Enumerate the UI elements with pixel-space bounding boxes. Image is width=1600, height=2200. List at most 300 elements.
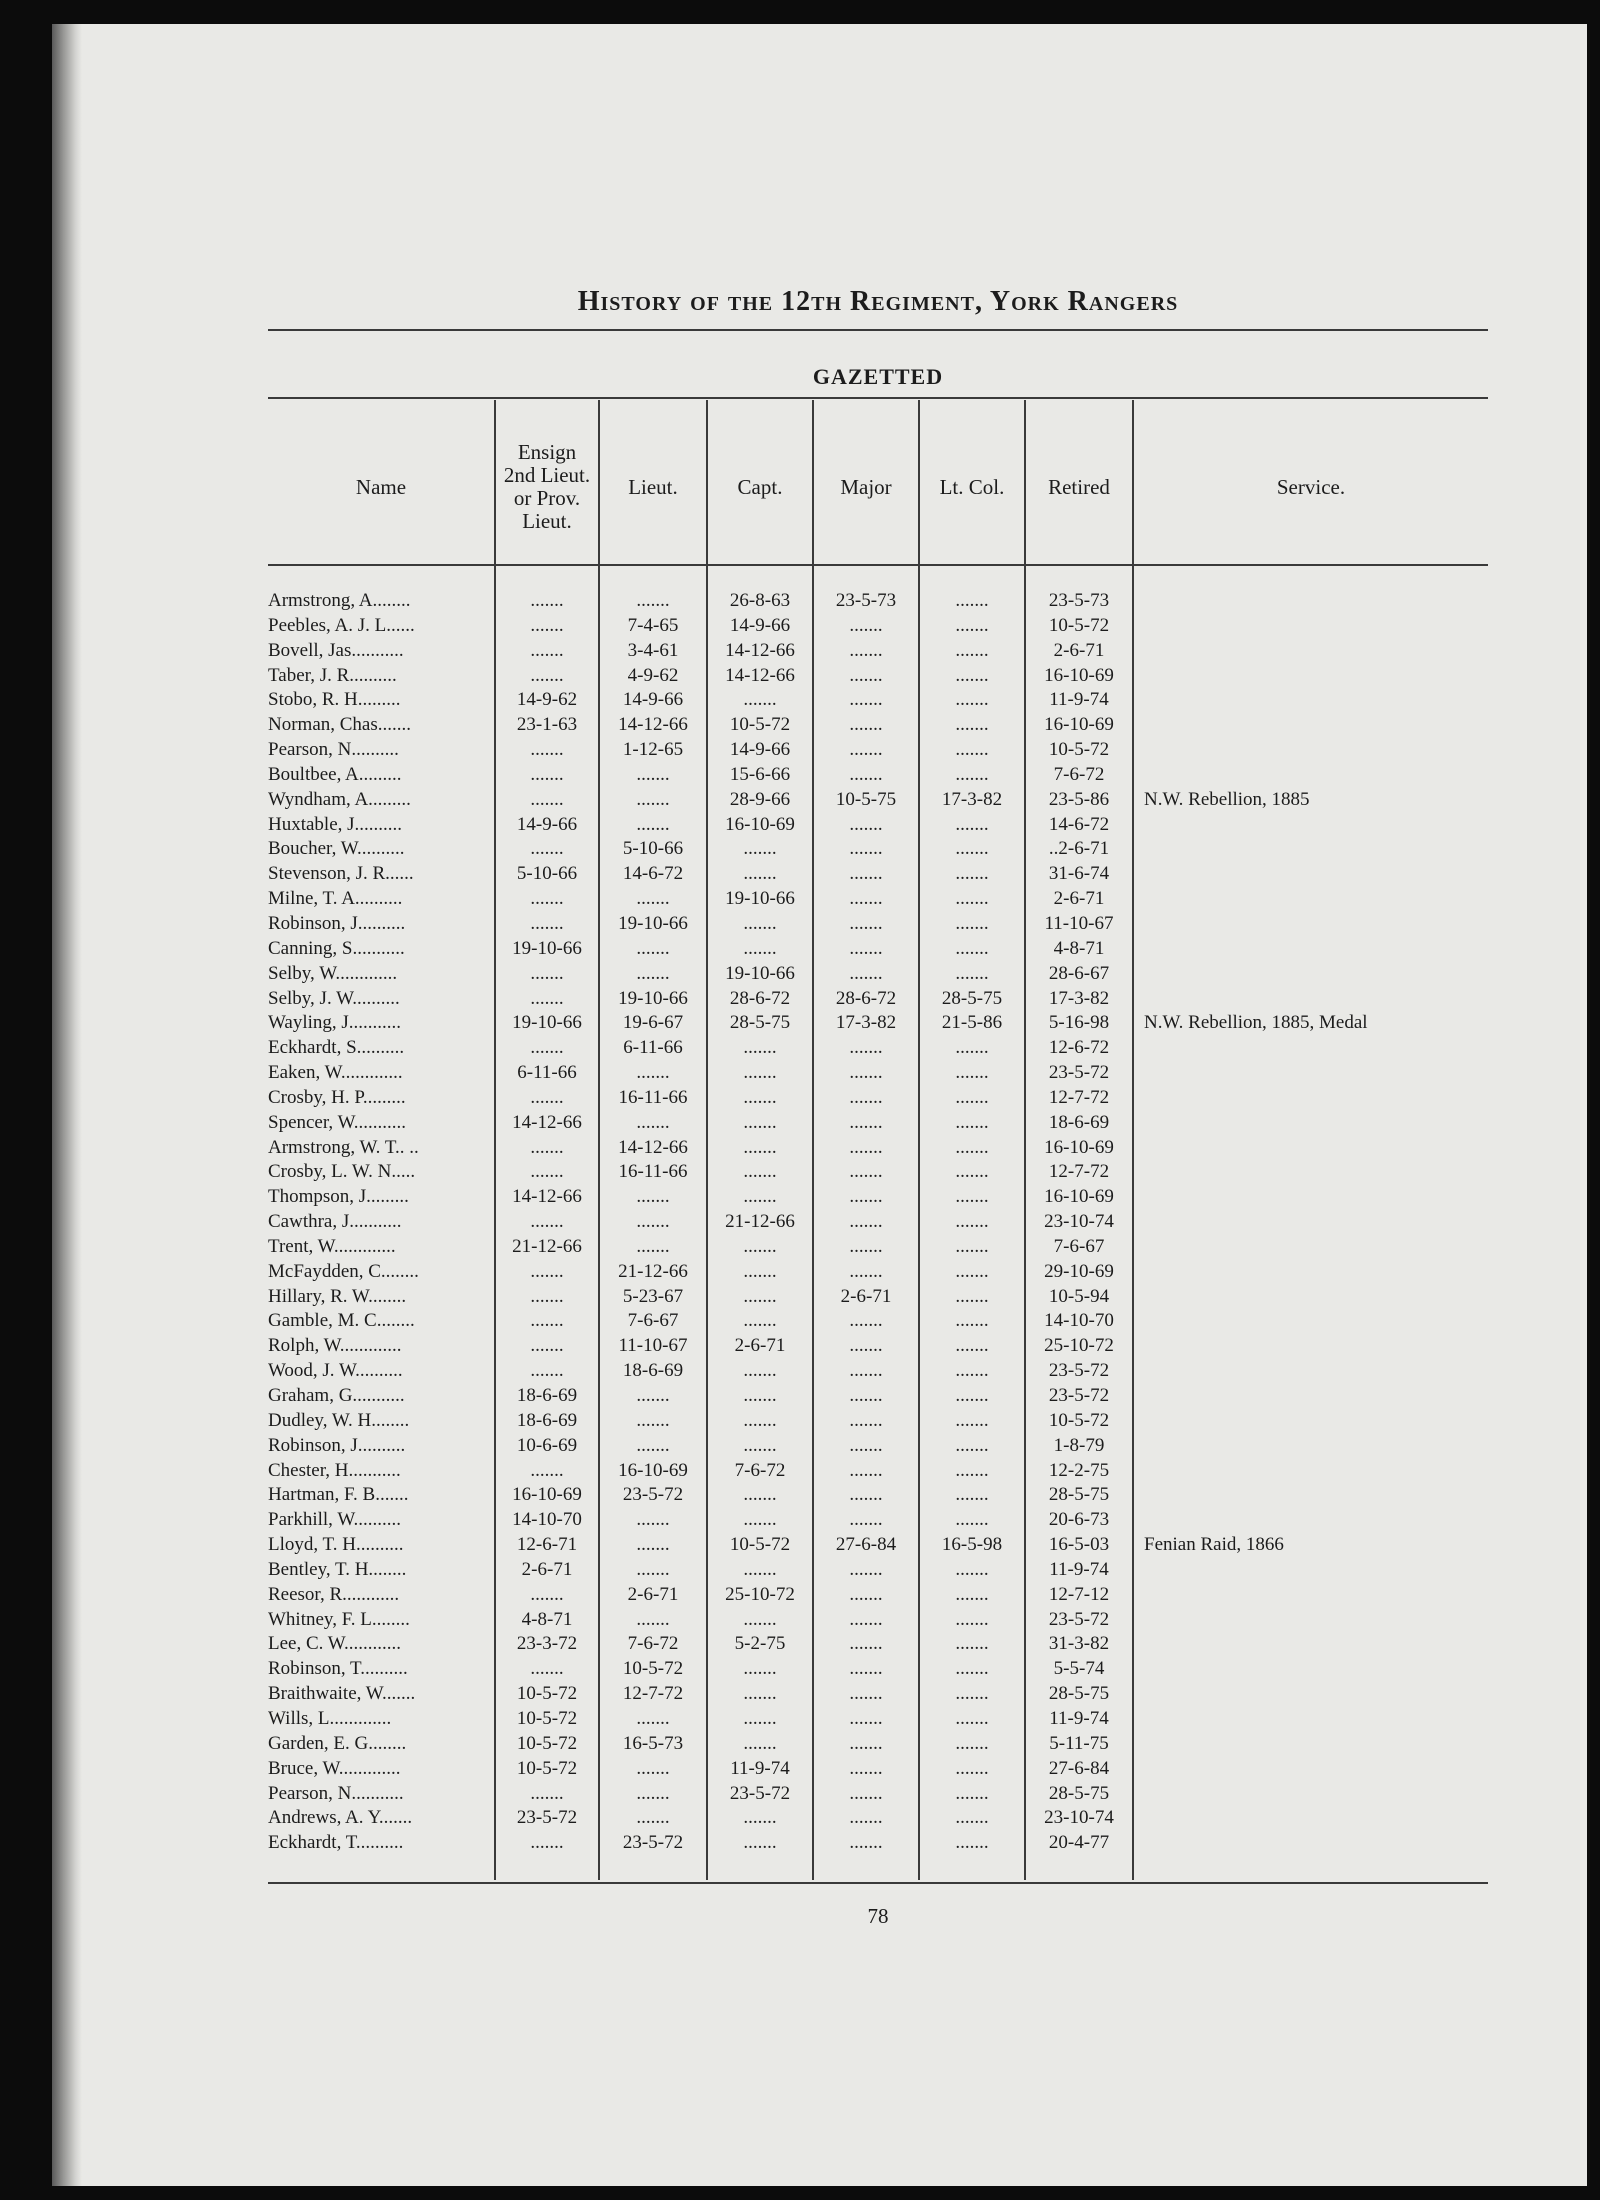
cell-capt: ....... <box>743 1086 777 1108</box>
cell-ensign: ....... <box>530 1583 564 1605</box>
cell-major: ....... <box>849 1633 883 1655</box>
ensign-label-line-1: Ensign <box>517 440 577 464</box>
cell-name: Boucher, W.......... <box>268 838 405 860</box>
cell-ensign: 23-3-72 <box>516 1633 578 1655</box>
table-row <box>52 1608 1587 1633</box>
table-row <box>52 763 1587 788</box>
cell-name: Chester, H........... <box>268 1459 401 1481</box>
cell-name: Reesor, R............ <box>268 1583 400 1605</box>
cell-service <box>1134 862 1498 887</box>
cell-ensign: ....... <box>530 1161 564 1183</box>
cell-retired: 2-6-71 <box>1053 888 1105 910</box>
cell-name: Crosby, H. P......... <box>268 1086 406 1108</box>
table-row <box>52 1632 1587 1657</box>
cell-major: ....... <box>849 639 883 661</box>
page-number: 78 <box>867 1904 889 1928</box>
cell-retired: 31-6-74 <box>1048 863 1110 885</box>
cell-lieut: ....... <box>636 962 670 984</box>
cell-major: ....... <box>849 664 883 686</box>
cell-major: ....... <box>849 1409 883 1431</box>
cell-capt: ....... <box>743 1608 777 1630</box>
cell-name: Wills, L............. <box>268 1707 392 1729</box>
cell-service <box>1134 1111 1498 1136</box>
cell-capt: ....... <box>743 863 777 885</box>
cell-service <box>1134 1185 1498 1210</box>
cell-retired: 12-7-72 <box>1048 1161 1110 1183</box>
cell-capt: ....... <box>743 689 777 711</box>
cell-ltcol: ....... <box>955 1111 989 1133</box>
cell-name: Gamble, M. C........ <box>268 1310 415 1332</box>
cell-retired: 7-6-72 <box>1053 763 1105 785</box>
column-header-name-label: Name <box>355 474 407 499</box>
cell-lieut: 14-12-66 <box>618 1136 688 1158</box>
cell-ltcol: ....... <box>955 1385 989 1406</box>
table-row <box>52 1757 1587 1782</box>
title-rule <box>268 329 1488 331</box>
cell-retired: 27-6-84 <box>1048 1757 1110 1779</box>
column-header-ltcol <box>920 412 1024 562</box>
cell-lieut: 14-9-66 <box>622 689 684 711</box>
cell-retired: 10-5-72 <box>1048 739 1110 761</box>
cell-name: Crosby, L. W. N..... <box>268 1161 416 1183</box>
cell-ensign: ....... <box>530 788 564 810</box>
table-row <box>52 962 1587 987</box>
cell-name: Pearson, N.......... <box>268 739 399 761</box>
cell-service <box>1134 912 1498 937</box>
cell-major: ....... <box>849 1434 883 1456</box>
cell-lieut: ....... <box>636 1434 670 1456</box>
cell-service <box>1134 1160 1498 1185</box>
cell-capt: 14-12-66 <box>725 664 795 686</box>
cell-major: ....... <box>849 1583 883 1605</box>
column-header-service <box>1134 412 1488 562</box>
cell-service <box>1134 1806 1498 1831</box>
cell-major: ....... <box>849 1385 883 1406</box>
column-header-ltcol-label: Lt. Col. <box>939 474 1005 499</box>
cell-major: 10-5-75 <box>835 788 897 810</box>
cell-retired: 5-11-75 <box>1049 1732 1109 1754</box>
cell-ensign: ....... <box>530 1285 564 1307</box>
table-row <box>52 1508 1587 1533</box>
cell-service <box>1134 1608 1498 1633</box>
cell-capt: ....... <box>743 1683 777 1705</box>
cell-name: Andrews, A. Y....... <box>268 1807 413 1829</box>
cell-lieut: 7-4-65 <box>627 614 679 636</box>
cell-lieut: ....... <box>636 788 670 810</box>
cell-capt: ....... <box>743 1062 777 1084</box>
cell-major: ....... <box>849 1732 883 1754</box>
cell-capt: 15-6-66 <box>729 763 791 785</box>
table-row <box>52 1707 1587 1732</box>
cell-retired: 18-6-69 <box>1048 1111 1110 1133</box>
cell-ensign: ....... <box>530 590 564 611</box>
cell-lieut: ....... <box>636 1534 670 1556</box>
cell-service: N.W. Rebellion, 1885 <box>1144 788 1310 810</box>
cell-service <box>1134 589 1498 614</box>
table-row <box>52 1434 1587 1459</box>
cell-name: Garden, E. G........ <box>268 1732 407 1754</box>
table-row <box>52 813 1587 838</box>
cell-major: ....... <box>849 937 883 959</box>
section-heading: GAZETTED <box>812 364 944 389</box>
cell-service <box>1134 1061 1498 1086</box>
cell-name: Trent, W............. <box>268 1235 396 1257</box>
column-header-capt <box>708 412 812 562</box>
cell-ltcol: ....... <box>955 739 989 761</box>
cell-ltcol: 17-3-82 <box>941 788 1003 810</box>
cell-lieut: ....... <box>636 1757 670 1779</box>
cell-ensign: 4-8-71 <box>521 1608 573 1630</box>
table-row <box>52 1409 1587 1434</box>
cell-service: Fenian Raid, 1866 <box>1144 1534 1284 1556</box>
cell-retired: 16-10-69 <box>1044 714 1114 736</box>
cell-lieut: 21-12-66 <box>618 1260 688 1282</box>
cell-lieut: ....... <box>636 888 670 910</box>
cell-ensign: 14-10-70 <box>512 1509 582 1531</box>
cell-ensign: ....... <box>530 987 564 1009</box>
cell-ltcol: ....... <box>955 1161 989 1183</box>
column-header-major-label: Major <box>840 474 892 499</box>
table-row <box>52 713 1587 738</box>
cell-capt: ....... <box>743 1385 777 1406</box>
cell-ltcol: ....... <box>955 639 989 661</box>
cell-retired: 5-5-74 <box>1053 1658 1105 1680</box>
cell-service <box>1134 1285 1498 1310</box>
cell-ensign: ....... <box>530 838 564 860</box>
cell-service <box>1134 1707 1498 1732</box>
cell-lieut: 2-6-71 <box>627 1583 679 1605</box>
cell-major: ....... <box>849 1161 883 1183</box>
table-row <box>52 1285 1587 1310</box>
ensign-label-line-2: 2nd Lieut. <box>503 463 591 487</box>
cell-major: ....... <box>849 714 883 736</box>
cell-service <box>1134 1732 1498 1757</box>
table-row <box>52 887 1587 912</box>
cell-retired: 14-6-72 <box>1048 813 1110 835</box>
table-row <box>52 1806 1587 1831</box>
cell-ensign: ....... <box>530 739 564 761</box>
cell-capt: 28-6-72 <box>729 987 791 1009</box>
table-row <box>52 1682 1587 1707</box>
cell-service <box>1134 688 1498 713</box>
table-row <box>52 937 1587 962</box>
cell-lieut: 16-5-73 <box>622 1732 684 1754</box>
ensign-label-line-4: Lieut. <box>522 509 572 533</box>
cell-retired: ..2-6-71 <box>1048 838 1110 860</box>
book-page <box>52 24 1587 2186</box>
cell-ltcol: ....... <box>955 962 989 984</box>
cell-name: Graham, G........... <box>268 1385 405 1406</box>
cell-capt: ....... <box>743 1484 777 1506</box>
cell-ensign: ....... <box>530 763 564 785</box>
cell-major: ....... <box>849 1782 883 1804</box>
cell-ensign: 21-12-66 <box>512 1235 582 1257</box>
cell-ltcol: ....... <box>955 763 989 785</box>
cell-ensign: 14-12-66 <box>512 1111 582 1133</box>
cell-capt: ....... <box>743 1807 777 1829</box>
cell-retired: 20-6-73 <box>1048 1509 1110 1531</box>
cell-retired: 10-5-72 <box>1048 1409 1110 1431</box>
table-row <box>52 738 1587 763</box>
cell-major: ....... <box>849 1235 883 1257</box>
cell-capt: 19-10-66 <box>725 962 795 984</box>
column-header-retired-label: Retired <box>1048 474 1110 499</box>
table-row <box>52 1260 1587 1285</box>
cell-ltcol: 21-5-86 <box>941 1012 1003 1034</box>
cell-ltcol: ....... <box>955 937 989 959</box>
cell-ltcol: ....... <box>955 714 989 736</box>
table-row <box>52 1136 1587 1161</box>
cell-capt: ....... <box>743 1310 777 1332</box>
cell-retired: 1-8-79 <box>1053 1434 1105 1456</box>
table-row <box>52 837 1587 862</box>
cell-name: Lloyd, T. H.......... <box>268 1534 404 1556</box>
cell-ensign: ....... <box>530 1086 564 1108</box>
cell-capt: 2-6-71 <box>734 1335 786 1357</box>
cell-service <box>1134 664 1498 689</box>
cell-retired: 29-10-69 <box>1044 1260 1114 1282</box>
cell-retired: 17-3-82 <box>1048 987 1110 1009</box>
cell-ensign: ....... <box>530 1260 564 1282</box>
cell-lieut: ....... <box>636 1235 670 1257</box>
cell-retired: 12-2-75 <box>1048 1459 1110 1481</box>
cell-service <box>1134 1210 1498 1235</box>
cell-name: Robinson, T.......... <box>268 1658 408 1680</box>
table-row <box>52 688 1587 713</box>
cell-name: Canning, S........... <box>268 937 405 959</box>
cell-name: Huxtable, J.......... <box>268 813 403 835</box>
cell-retired: 28-5-75 <box>1048 1782 1110 1804</box>
cell-name: Selby, J. W.......... <box>268 987 400 1009</box>
cell-major: 17-3-82 <box>835 1012 897 1034</box>
cell-lieut: 10-5-72 <box>622 1658 684 1680</box>
cell-retired: 11-9-74 <box>1049 1707 1109 1729</box>
cell-retired: 23-10-74 <box>1044 1211 1114 1233</box>
cell-retired: 23-5-73 <box>1048 590 1110 611</box>
cell-capt: 28-5-75 <box>729 1012 791 1034</box>
cell-ltcol: ....... <box>955 1583 989 1605</box>
cell-lieut: 19-10-66 <box>618 987 688 1009</box>
cell-retired: 11-9-74 <box>1049 1558 1109 1580</box>
cell-retired: 23-5-72 <box>1048 1608 1110 1630</box>
cell-ltcol: ....... <box>955 1658 989 1680</box>
cell-name: Peebles, A. J. L...... <box>268 614 415 636</box>
cell-ltcol: ....... <box>955 1136 989 1158</box>
column-header-name <box>268 412 494 562</box>
table-row <box>52 1334 1587 1359</box>
cell-lieut: ....... <box>636 1782 670 1804</box>
cell-lieut: ....... <box>636 590 670 611</box>
cell-service <box>1134 1657 1498 1682</box>
cell-name: Hillary, R. W........ <box>268 1285 407 1307</box>
cell-lieut: 16-11-66 <box>618 1161 688 1183</box>
table-row <box>52 639 1587 664</box>
cell-capt: 21-12-66 <box>725 1211 795 1233</box>
cell-retired: 7-6-67 <box>1053 1235 1105 1257</box>
cell-service <box>1134 887 1498 912</box>
cell-service <box>1134 1260 1498 1285</box>
cell-capt: 19-10-66 <box>725 888 795 910</box>
cell-major: ....... <box>849 863 883 885</box>
column-header-lieut-label: Lieut. <box>628 474 678 499</box>
cell-service <box>1134 639 1498 664</box>
cell-name: Eaken, W............. <box>268 1062 403 1084</box>
cell-major: ....... <box>849 1111 883 1133</box>
cell-name: Whitney, F. L........ <box>268 1608 410 1630</box>
cell-lieut: ....... <box>636 763 670 785</box>
cell-capt: ....... <box>743 1558 777 1580</box>
cell-service <box>1134 937 1498 962</box>
table-row <box>52 1111 1587 1136</box>
cell-capt: ....... <box>743 937 777 959</box>
cell-ensign: ....... <box>530 912 564 934</box>
cell-name: Armstrong, W. T.. .. <box>268 1136 419 1158</box>
table-row <box>52 1558 1587 1583</box>
cell-ltcol: ....... <box>955 1707 989 1729</box>
cell-name: Stevenson, J. R...... <box>268 863 414 885</box>
cell-lieut: 5-10-66 <box>622 838 684 860</box>
cell-retired: 23-5-72 <box>1048 1385 1110 1406</box>
cell-capt: ....... <box>743 1360 777 1382</box>
cell-ensign: 18-6-69 <box>516 1385 578 1406</box>
cell-lieut: 7-6-67 <box>627 1310 679 1332</box>
cell-capt: ....... <box>743 1161 777 1183</box>
cell-service <box>1134 1583 1498 1608</box>
cell-ensign: 16-10-69 <box>512 1484 582 1506</box>
cell-ensign: ....... <box>530 1459 564 1481</box>
cell-retired: 10-5-94 <box>1048 1285 1110 1307</box>
cell-lieut: ....... <box>636 1807 670 1829</box>
cell-lieut: 5-23-67 <box>622 1285 684 1307</box>
cell-retired: 16-10-69 <box>1044 1136 1114 1158</box>
cell-major: ....... <box>849 1658 883 1680</box>
cell-ltcol: ....... <box>955 1807 989 1829</box>
cell-ltcol: ....... <box>955 1186 989 1208</box>
table-row <box>52 1235 1587 1260</box>
cell-lieut: ....... <box>636 1186 670 1208</box>
cell-retired: 23-10-74 <box>1044 1807 1114 1829</box>
column-header-capt-label: Capt. <box>737 474 783 499</box>
cell-ensign: 14-9-62 <box>516 689 578 711</box>
cell-retired: 11-9-74 <box>1049 689 1109 711</box>
cell-lieut: 3-4-61 <box>627 639 679 661</box>
cell-ensign: ....... <box>530 1037 564 1059</box>
cell-name: Norman, Chas....... <box>268 714 412 736</box>
cell-ensign: 5-10-66 <box>516 863 578 885</box>
cell-retired: 10-5-72 <box>1048 614 1110 636</box>
cell-ensign: 10-5-72 <box>516 1683 578 1705</box>
cell-capt: ....... <box>743 1260 777 1282</box>
cell-lieut: 16-11-66 <box>618 1086 688 1108</box>
cell-major: ....... <box>849 614 883 636</box>
cell-retired: 31-3-82 <box>1048 1633 1110 1655</box>
cell-ltcol: ....... <box>955 1062 989 1084</box>
cell-service <box>1134 1409 1498 1434</box>
cell-major: ....... <box>849 912 883 934</box>
cell-ltcol: ....... <box>955 1409 989 1431</box>
cell-ensign: ....... <box>530 1211 564 1233</box>
cell-ltcol: ....... <box>955 1434 989 1456</box>
column-header-ensign-text <box>504 441 590 533</box>
cell-capt: ....... <box>743 1832 777 1854</box>
cell-service <box>1134 1434 1498 1459</box>
cell-major: ....... <box>849 1608 883 1630</box>
table-row <box>52 1210 1587 1235</box>
cell-capt: 23-5-72 <box>729 1782 791 1804</box>
cell-ltcol: ....... <box>955 1683 989 1705</box>
cell-capt: 11-9-74 <box>730 1757 790 1779</box>
cell-lieut: ....... <box>636 1062 670 1084</box>
cell-service <box>1134 1459 1498 1484</box>
cell-name: Selby, W............. <box>268 962 398 984</box>
cell-name: Cawthra, J........... <box>268 1211 402 1233</box>
cell-major: ....... <box>849 1707 883 1729</box>
table-row <box>52 1359 1587 1384</box>
cell-major: ....... <box>849 1509 883 1531</box>
cell-lieut: ....... <box>636 1707 670 1729</box>
cell-retired: 2-6-71 <box>1053 639 1105 661</box>
cell-lieut: 11-10-67 <box>618 1335 688 1357</box>
cell-ltcol: ....... <box>955 1260 989 1282</box>
cell-ensign: 12-6-71 <box>516 1534 578 1556</box>
cell-name: Taber, J. R.......... <box>268 664 397 686</box>
cell-name: Stobo, R. H......... <box>268 689 401 711</box>
cell-lieut: ....... <box>636 1409 670 1431</box>
cell-major: ....... <box>849 763 883 785</box>
cell-major: ....... <box>849 813 883 835</box>
cell-lieut: 14-12-66 <box>618 714 688 736</box>
table-row <box>52 664 1587 689</box>
cell-ensign: 2-6-71 <box>521 1558 573 1580</box>
table-row <box>52 1061 1587 1086</box>
cell-service <box>1134 614 1498 639</box>
cell-ltcol: ....... <box>955 1509 989 1531</box>
cell-ltcol: ....... <box>955 590 989 611</box>
cell-name: Pearson, N........... <box>268 1782 404 1804</box>
cell-retired: 28-5-75 <box>1048 1484 1110 1506</box>
cell-ensign: ....... <box>530 1310 564 1332</box>
cell-major: ....... <box>849 1807 883 1829</box>
cell-retired: 16-10-69 <box>1044 664 1114 686</box>
cell-capt: ....... <box>743 1434 777 1456</box>
cell-capt: ....... <box>743 1509 777 1531</box>
cell-service <box>1134 837 1498 862</box>
cell-retired: 23-5-72 <box>1048 1062 1110 1084</box>
cell-service <box>1134 987 1498 1012</box>
cell-ensign: 14-9-66 <box>516 813 578 835</box>
cell-lieut: 1-12-65 <box>622 739 684 761</box>
table-row <box>52 862 1587 887</box>
cell-service <box>1134 1632 1498 1657</box>
cell-capt: 16-10-69 <box>725 813 795 835</box>
column-header-lieut <box>600 412 706 562</box>
cell-major: ....... <box>849 689 883 711</box>
table-row <box>52 1732 1587 1757</box>
table-row <box>52 1086 1587 1111</box>
cell-service <box>1134 1682 1498 1707</box>
cell-ltcol: ....... <box>955 1732 989 1754</box>
cell-ensign: 18-6-69 <box>516 1409 578 1431</box>
cell-retired: 20-4-77 <box>1048 1832 1110 1854</box>
cell-capt: 14-9-66 <box>729 614 791 636</box>
cell-service <box>1134 1831 1498 1856</box>
cell-ensign: ....... <box>530 1832 564 1854</box>
column-header-retired <box>1026 412 1132 562</box>
cell-ensign: ....... <box>530 639 564 661</box>
cell-capt: 26-8-63 <box>729 590 791 611</box>
column-header-major <box>814 412 918 562</box>
cell-capt: ....... <box>743 1409 777 1431</box>
